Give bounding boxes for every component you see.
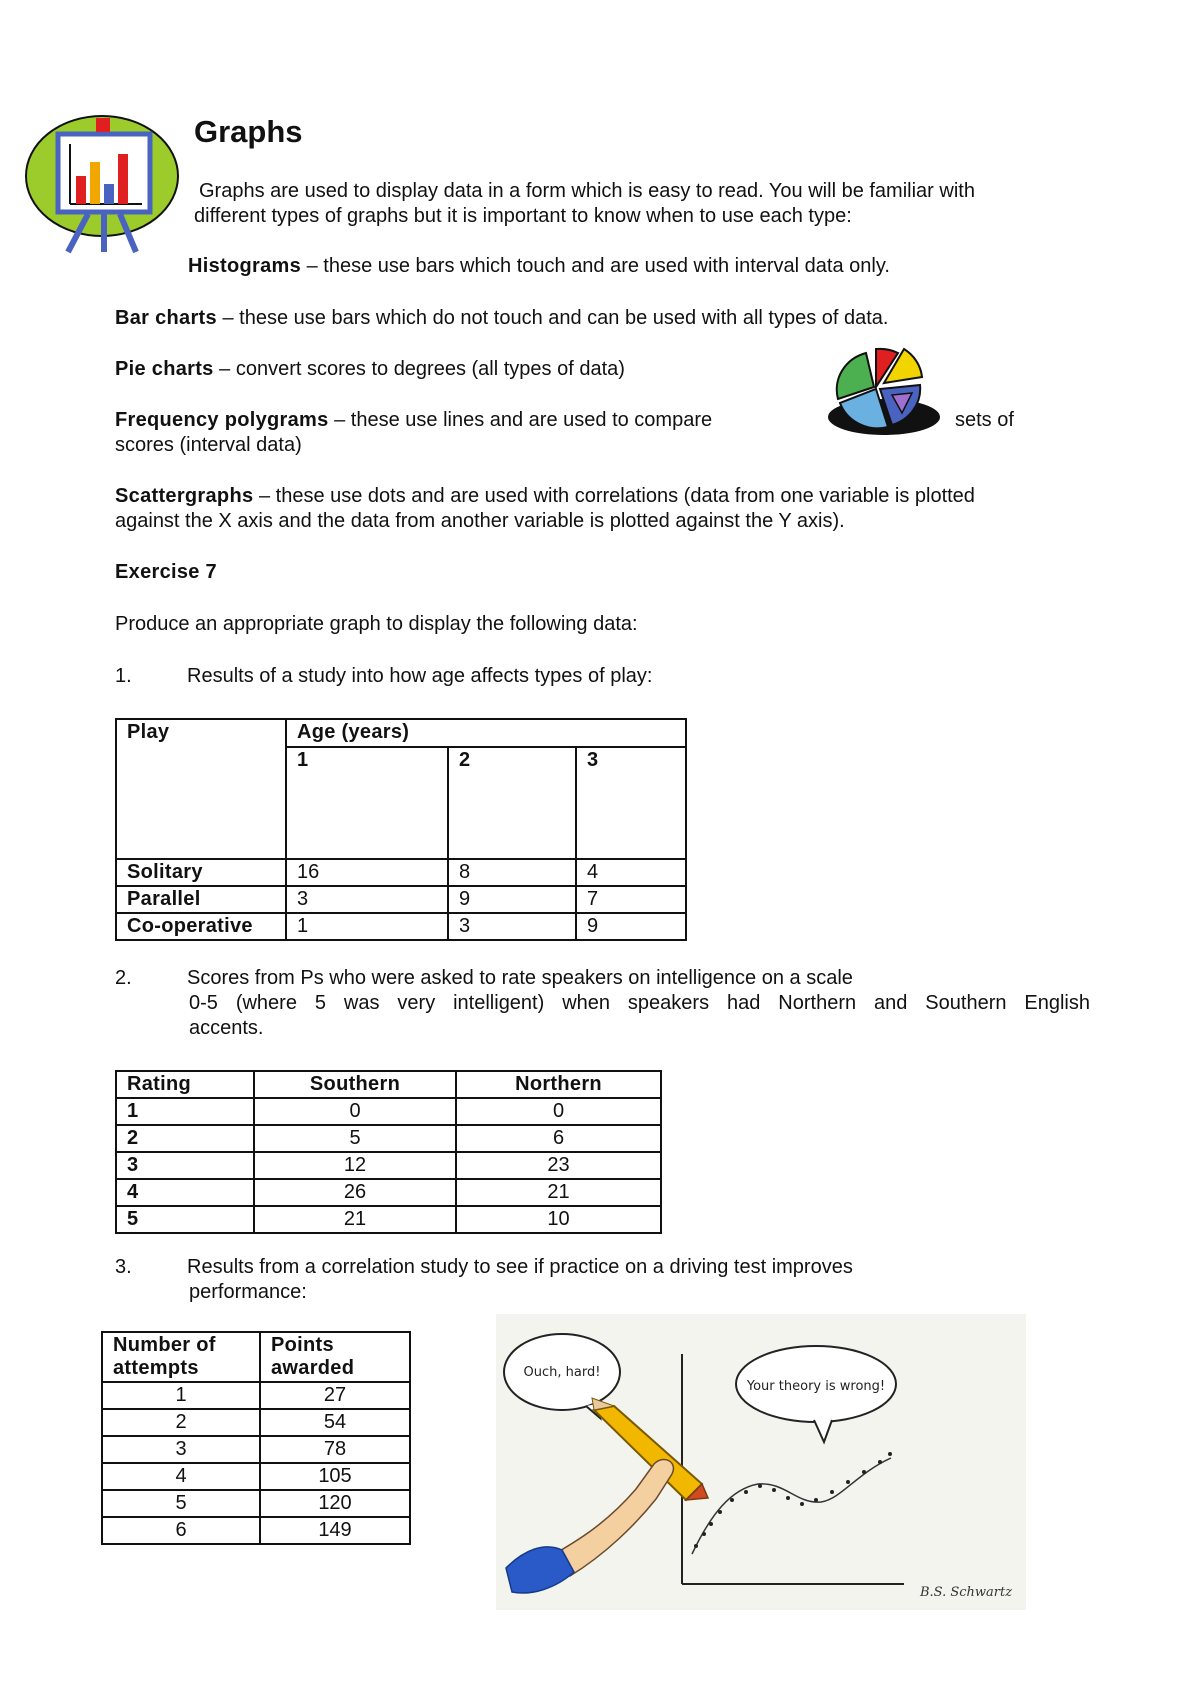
table-cell: 26 [254,1179,456,1206]
question-2 [115,966,1090,1041]
intro-line: Graphs are used to display data in a form which is easy to read. You will be familiar with [199,180,975,202]
header-age: Age (years) [286,719,686,747]
table-cell: 4 [102,1463,260,1490]
attempts-points-table [101,1331,411,1545]
speech-bubble-text: Ouch, hard! [523,1365,601,1380]
header-rating: Rating [116,1071,254,1098]
table-row [116,1125,661,1152]
correlation-cartoon [496,1314,1026,1610]
table-cell: 3 [286,886,448,913]
table-cell: 78 [260,1436,410,1463]
row-label: Co-operative [116,913,286,940]
table-cell: 23 [456,1152,661,1179]
table-cell: 12 [254,1152,456,1179]
term: Bar charts [115,307,217,329]
table-cell: 8 [448,859,576,886]
question-1 [115,664,652,689]
rating-cell: 5 [116,1206,254,1233]
frequency-polygrams-definition [115,408,1055,458]
header-northern: Northern [456,1071,661,1098]
rating-cell: 1 [116,1098,254,1125]
term: Frequency polygrams [115,409,329,431]
table-row [102,1463,410,1490]
definition-line [115,484,1115,509]
intro-line: different types of graphs but it is important to know when to use each type: [194,205,852,227]
table-row [102,1409,410,1436]
table-cell: 2 [102,1409,260,1436]
term: Histograms [188,255,302,277]
table-cell: 7 [576,886,686,913]
definition: – these use lines and are used to compare [328,409,713,431]
definition-continued: sets of [955,409,1014,431]
definition-line [115,408,1055,433]
signature: B.S. Schwartz [919,1585,1013,1600]
table-row [116,886,686,913]
header-points: Points awarded [260,1332,410,1382]
header-play: Play [116,719,286,859]
row-label: Parallel [116,886,286,913]
age-cell: 2 [448,747,576,859]
rating-cell: 4 [116,1179,254,1206]
easel-chart-icon [24,110,184,256]
question-text: 0-5 (where 5 was very intelligent) when speakers had Northern and Southern English [189,992,1090,1014]
table-row [102,1490,410,1517]
table-row [116,859,686,886]
histograms-definition [188,254,890,279]
exercise-heading: Exercise 7 [115,561,217,583]
question-text: performance: [189,1281,307,1303]
play-age-table [115,718,687,941]
question-line [115,1255,1090,1280]
page-title: Graphs [194,114,303,149]
rating-cell: 2 [116,1125,254,1152]
table-row [116,1152,661,1179]
table-cell: 6 [102,1517,260,1544]
definition: – these use bars which do not touch and can be used with all types of data. [216,307,889,329]
question-line [115,966,1090,991]
pie-charts-definition [115,357,625,382]
table-row [102,1382,410,1409]
table-cell: 149 [260,1517,410,1544]
table-cell: 3 [102,1436,260,1463]
definition: – these use dots and are used with correlations (data from one variable is plotted [253,485,975,507]
table-header-row [116,1071,661,1098]
question-text: Results of a study into how age affects types of play: [187,665,653,687]
table-row [116,1098,661,1125]
header-southern: Southern [254,1071,456,1098]
table-cell: 3 [448,913,576,940]
table-cell: 1 [286,913,448,940]
table-cell: 10 [456,1206,661,1233]
definition: – convert scores to degrees (all types of data) [213,358,625,380]
table-row [102,1436,410,1463]
question-number: 2. [115,967,132,989]
header-attempts: Number of attempts [102,1332,260,1382]
table-cell: 16 [286,859,448,886]
intro-paragraph [194,179,1134,229]
question-3 [115,1255,1090,1305]
table-cell: 21 [456,1179,661,1206]
table-row [102,1517,410,1544]
term: Scattergraphs [115,485,254,507]
table-cell: 4 [576,859,686,886]
table-row [116,1179,661,1206]
table-cell: 5 [102,1490,260,1517]
table-cell: 120 [260,1490,410,1517]
question-text: Scores from Ps who were asked to rate speakers on intelligence on a scale [187,967,853,989]
definition-line: against the X axis and the data from another variable is plotted against the Y axis). [115,510,845,532]
exercise-instruction: Produce an appropriate graph to display the following data: [115,613,638,635]
table-cell: 105 [260,1463,410,1490]
table-cell: 9 [576,913,686,940]
table-cell: 21 [254,1206,456,1233]
table-cell: 27 [260,1382,410,1409]
table-cell: 54 [260,1409,410,1436]
rating-cell: 3 [116,1152,254,1179]
age-cell: 3 [576,747,686,859]
definition-line: scores (interval data) [115,434,302,456]
table-cell: 9 [448,886,576,913]
question-number: 1. [115,665,132,687]
term: Pie charts [115,358,214,380]
question-text: accents. [189,1017,264,1039]
age-cell: 1 [286,747,448,859]
question-text: Results from a correlation study to see if practice on a driving test improves [187,1256,853,1278]
table-cell: 0 [456,1098,661,1125]
table-row [116,913,686,940]
table-cell: 0 [254,1098,456,1125]
scattergraphs-definition [115,484,1115,534]
speech-bubble-text: Your theory is wrong! [746,1379,886,1394]
table-cell: 5 [254,1125,456,1152]
table-row [116,1206,661,1233]
bar-charts-definition [115,306,888,331]
row-label: Solitary [116,859,286,886]
table-cell: 1 [102,1382,260,1409]
rating-table [115,1070,662,1234]
table-cell: 6 [456,1125,661,1152]
question-number: 3. [115,1256,132,1278]
table-header-row [102,1332,410,1382]
definition: – these use bars which touch and are used with interval data only. [301,255,890,277]
